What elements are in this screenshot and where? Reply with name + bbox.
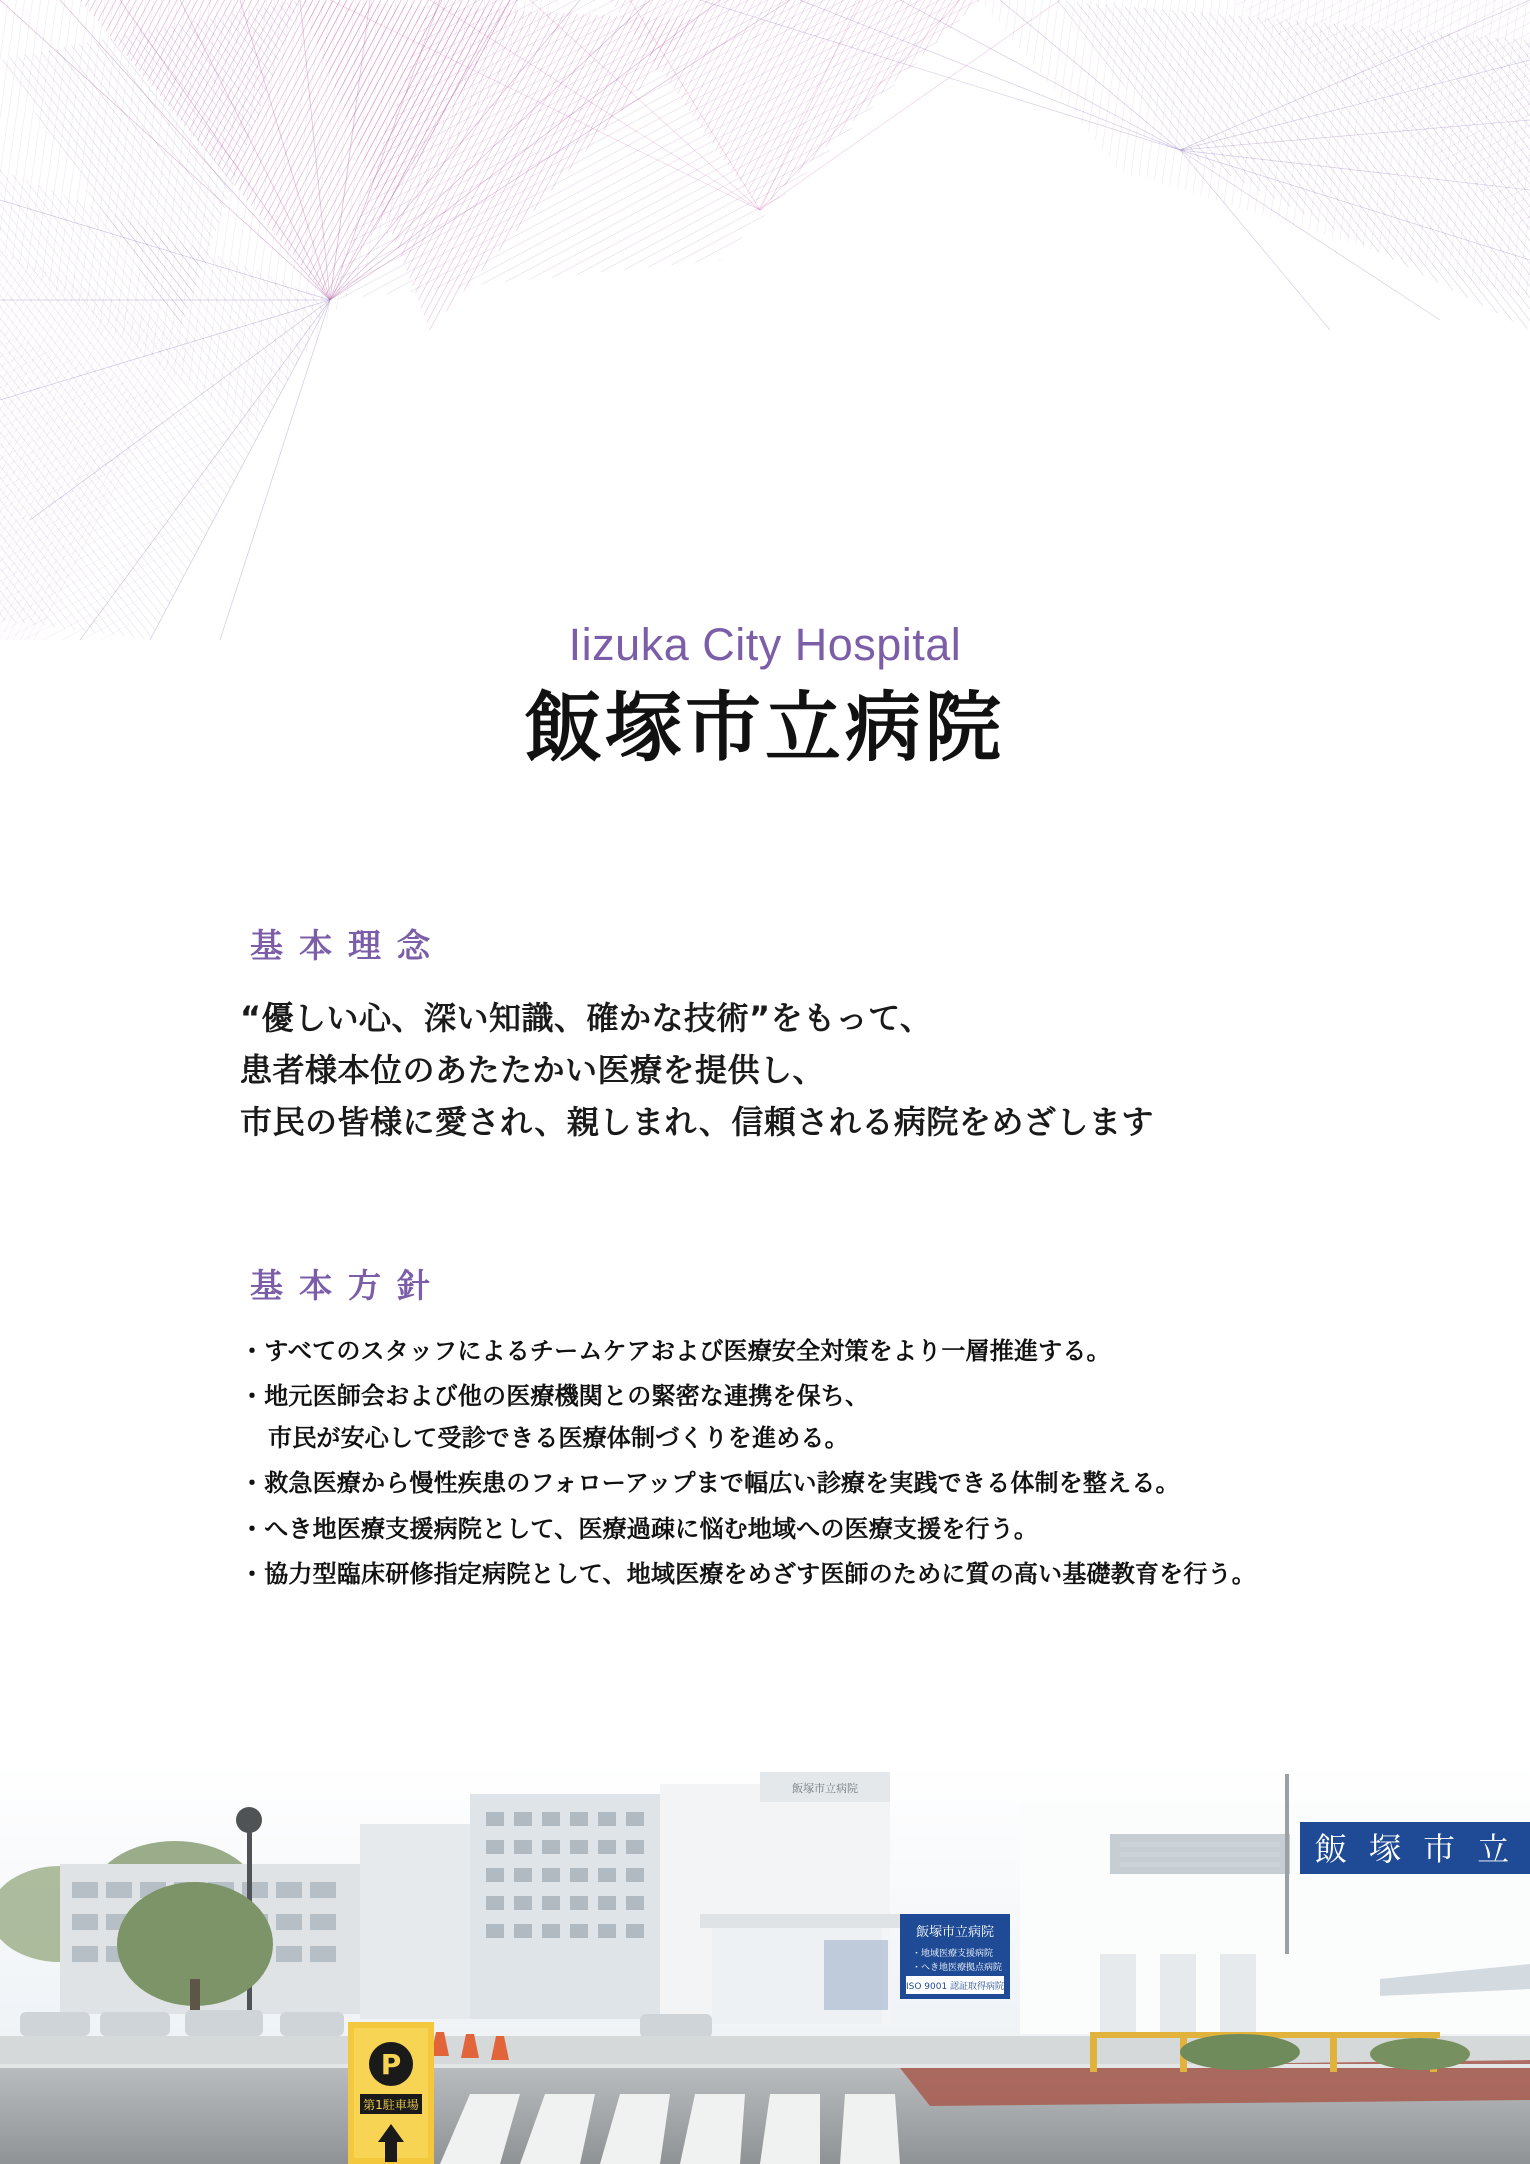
sign-panel-title: 飯塚市立病院: [915, 1925, 995, 1940]
sign-large-text: 飯 塚 市 立: [1314, 1830, 1516, 1868]
list-item: ・協力型臨床研修指定病院として、地域医療をめざす医師のために質の高い基礎教育を行う。: [240, 1560, 1256, 1589]
parking-label: 第1駐車場: [363, 2098, 419, 2112]
policy-section: [240, 1260, 1360, 1602]
title-block: [0, 620, 1530, 771]
sign-panel-line-2: ・へき地医療拠点病院: [912, 1963, 1003, 1973]
list-item: ・へき地医療支援病院として、医療過疎に悩む地域への医療支援を行う。: [240, 1514, 1039, 1543]
photo-building-caption: 飯塚市立病院: [792, 1782, 858, 1795]
sign-panel-line-1: ・地域医療支援病院: [912, 1949, 994, 1959]
philosophy-line-2: 患者様本位のあたたかい医療を提供し、: [240, 1050, 826, 1089]
page-title-english: Iizuka City Hospital: [568, 619, 962, 670]
philosophy-heading: 基本理念: [250, 926, 446, 965]
parking-letter: P: [380, 2048, 402, 2081]
philosophy-section: [240, 920, 1360, 1148]
hospital-exterior-photo: [0, 1764, 1530, 2164]
page-title-japanese: 飯塚市立病院: [525, 682, 1005, 772]
list-item: ・地元医師会および他の医療機関との緊密な連携を保ち、: [240, 1382, 870, 1411]
philosophy-line-3: 市民の皆様に愛され、親しまれ、信頼される病院をめざします: [240, 1102, 1154, 1141]
list-item: 市民が安心して受診できる医療体制づくりを進める。: [268, 1423, 849, 1452]
sign-panel-line-3: ISO 9001 認証取得病院: [905, 1982, 1005, 1992]
philosophy-line-1: “優しい心、深い知識、確かな技術”をもって、: [240, 999, 933, 1037]
list-item: ・救急医療から慢性疾患のフォローアップまで幅広い診療を実践できる体制を整える。: [240, 1469, 1180, 1498]
policy-heading: 基本方針: [250, 1266, 446, 1305]
list-item: ・すべてのスタッフによるチームケアおよび医療安全対策をより一層推進する。: [240, 1337, 1111, 1365]
decorative-header-artwork: [0, 0, 1530, 640]
